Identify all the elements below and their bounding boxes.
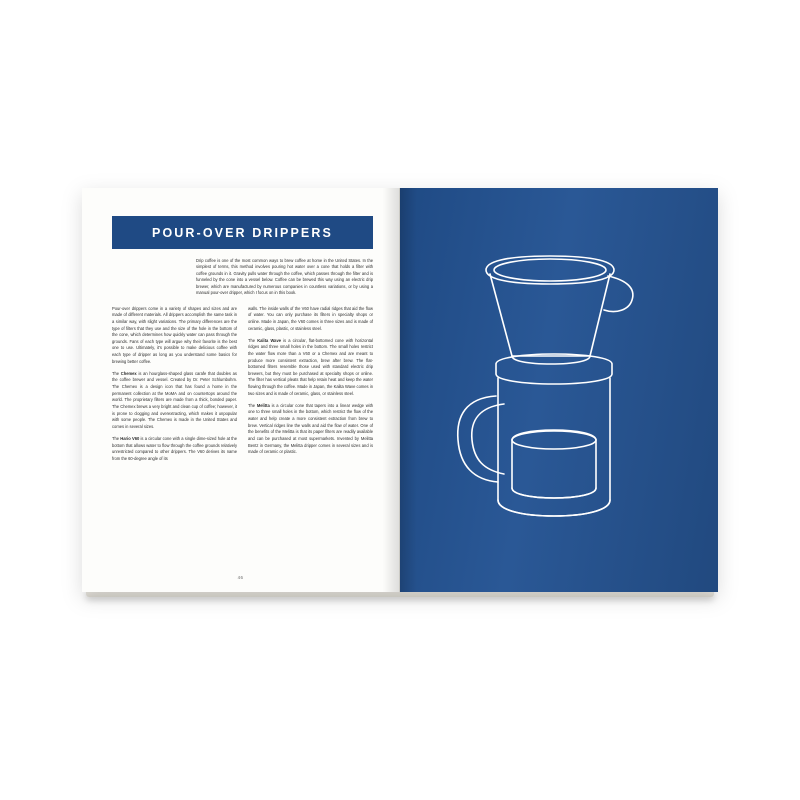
body-columns xyxy=(112,306,373,558)
paragraph: The Kalita Wave is a circular, flat-bottomed cone with horizontal ridges and three small holes in the bottom. The small holes restrict the water flow more than a V60 or a Chemex and are meant to produce more consistent extraction, brew after brew. The flat-bottomed filters resemble those used with standard electric drip brewers, but they must be purchased at specialty shops or online. The filter has vertical pleats that help retain heat and keep the water flowing through the coffee. Made in Japan, the Kalita Wave comes in two sizes and is made of ceramic, glass, or stainless steel. xyxy=(248,337,373,396)
intro-paragraph: Drip coffee is one of the most common ways to brew coffee at home in the United States. In the simplest of terms, this method involves pouring hot water over a cone that holds a filter with coffee grounds in it. Gravity pulls water through the coffee, which passes through the filter and is funneled by the cone into a vessel below. Coffee can be brewed this way using an electric drip brewer, which are manufactured by numerous companies in countless variations, or by using a manual pour-over dripper, which I focus on in this book. xyxy=(196,258,373,296)
paragraph: The Chemex is an hourglass-shaped glass carafe that doubles as the coffee brewer and vessel. Created by Dr. Peter Schlumbohm. The Chemex is a design icon that has found a home in the permanent collection at the MoMA and on countertops around the world. The proprietary filters are made from a thick, bonded paper. The Chemex brews a very bright and clean cup of coffee; however, it is prone to clogging and overextracting, which makes it unpopular with some people. The Chemex is made in the United States and comes in several sizes. xyxy=(112,370,237,429)
page-number: 46 xyxy=(237,575,244,580)
book-right-page xyxy=(400,188,718,592)
paragraph: walls. The inside walls of the V60 have radial ridges that aid the flow of water. You can only purchase its filters in specialty shops or online. Made in Japan, the V60 comes in three sizes and is made of ceramic, glass, plastic, or stainless steel. xyxy=(248,305,373,331)
paragraph: The Melitta is a circular cone that tapers into a linear wedge with one to three small holes in the bottom, which restrict the flow of the water and help create a more consistent extraction from brew to brew. Vertical ridges line the walls and aid the flow of water. One of the benefits of the Melitta is that its paper filters are readily available and can be purchased at most supermarkets. Invented by Melitta Bentz in Germany, the Melitta dripper comes in several sizes and is made of ceramic or plastic. xyxy=(248,402,373,455)
pour-over-dripper-illustration xyxy=(400,188,718,592)
paragraph: The Hario V60 is a circular cone with a single dime-sized hole at the bottom that allows water to flow through the coffee grounds relatively unrestricted compared to other drippers. The V60 derives its name from the 60-degree angle of its xyxy=(112,435,237,461)
book-left-page xyxy=(82,188,400,592)
open-book-spread xyxy=(82,188,718,592)
page-title: POUR-OVER DRIPPERS xyxy=(112,216,373,249)
paragraph: Pour-over drippers come in a variety of shapes and sizes and are made of different materials. All drippers accomplish the same task in a similar way, with slight variations. The primary differences are the type of filters that they use and the size of the hole in the bottom of the cone, which determines how quickly water can pass through the grounds. Fans of each type will argue why their favorite is the best one to use. Ultimately, it's possible to make delicious coffee with each type of dripper as long as you understand some basics for brewing better coffee. xyxy=(112,305,237,364)
